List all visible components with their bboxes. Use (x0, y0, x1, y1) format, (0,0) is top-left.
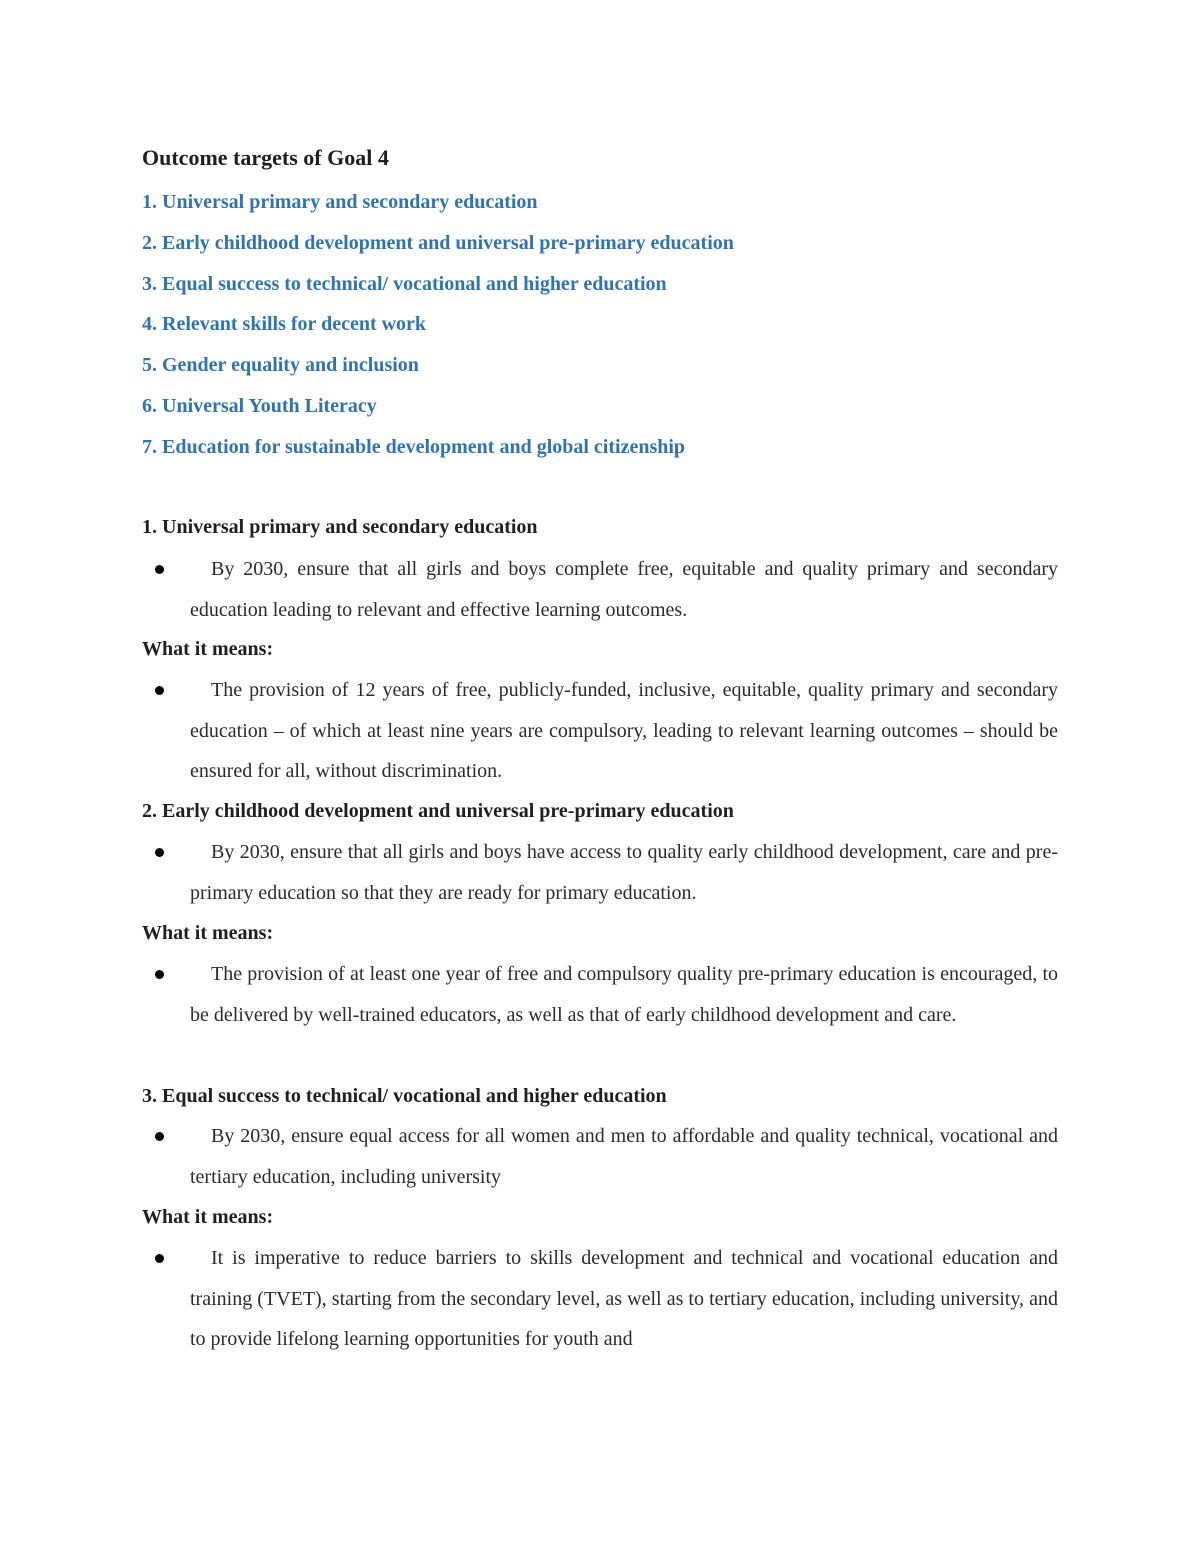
section-2-meaning: The provision of at least one year of free and compulsory quality pre-primary education is encouraged, to be delivered by well-trained educators, as well as that of early childhood development and care. (190, 963, 1058, 1026)
toc-item-1: 1. Universal primary and secondary education (142, 191, 538, 213)
section-2-target: By 2030, ensure that all girls and boys have access to quality early childhood development, care and pre-primary education so that they are ready for primary education. (190, 841, 1058, 904)
bullet-icon (155, 1132, 164, 1141)
bullet-icon (155, 565, 164, 574)
section-3-target: By 2030, ensure equal access for all women and men to affordable and quality technical, vocational and tertiary education, including university (190, 1125, 1058, 1188)
bullet-icon (155, 848, 164, 857)
section-1-title: 1. Universal primary and secondary education (142, 516, 538, 538)
bullet-icon (155, 1254, 164, 1263)
section-3-means-label: What it means: (142, 1206, 274, 1228)
toc-item-5: 5. Gender equality and inclusion (142, 354, 419, 376)
section-3-title: 3. Equal success to technical/ vocational and higher education (142, 1085, 667, 1107)
toc-item-4: 4. Relevant skills for decent work (142, 313, 427, 335)
toc-item-3: 3. Equal success to technical/ vocational and higher education (142, 273, 667, 295)
section-1-meaning: The provision of 12 years of free, publicly-funded, inclusive, equitable, quality primary and secondary education – of which at least nine years are compulsory, leading to relevant learning outcomes – should be ensured for all, without discrimination. (190, 679, 1058, 783)
section-3-meaning: It is imperative to reduce barriers to skills development and technical and vocational education and training (TVET), starting from the secondary level, as well as to tertiary education, including university, and to provide lifelong learning opportunities for youth and (190, 1247, 1058, 1351)
bullet-icon (155, 686, 164, 695)
section-2-means-label: What it means: (142, 922, 274, 944)
section-1-target: By 2030, ensure that all girls and boys complete free, equitable and quality primary and secondary education leading to relevant and effective learning outcomes. (190, 558, 1058, 621)
toc-item-6: 6. Universal Youth Literacy (142, 395, 377, 417)
section-1-means-label: What it means: (142, 638, 274, 660)
section-2-title: 2. Early childhood development and universal pre-primary education (142, 800, 734, 822)
document-heading: Outcome targets of Goal 4 (142, 145, 389, 170)
toc-item-2: 2. Early childhood development and universal pre-primary education (142, 232, 734, 254)
bullet-icon (155, 970, 164, 979)
toc-item-7: 7. Education for sustainable development and global citizenship (142, 436, 686, 458)
